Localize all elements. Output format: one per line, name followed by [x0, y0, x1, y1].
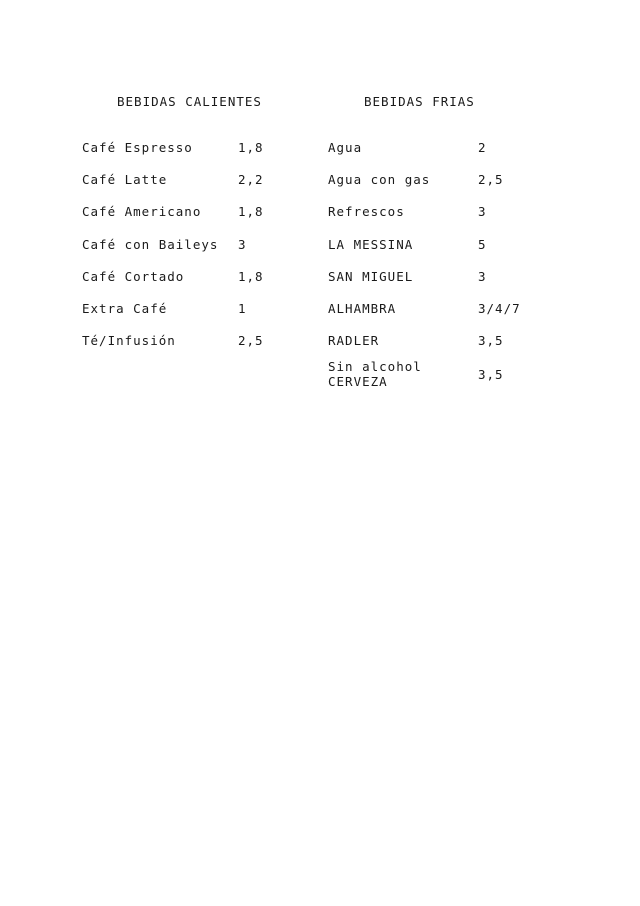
- item-name: Agua con gas: [328, 171, 431, 187]
- menu-item: [328, 131, 521, 163]
- item-name: LA MESSINA: [328, 236, 414, 252]
- item-name: Extra Café: [82, 301, 168, 317]
- hot-drinks-heading: BEBIDAS CALIENTES: [117, 94, 262, 109]
- menu-item: [82, 260, 264, 292]
- menu-item: [328, 228, 521, 260]
- item-name: Refrescos: [328, 204, 405, 220]
- item-price: 3/4/7: [478, 301, 521, 317]
- menu-item: [328, 163, 521, 195]
- menu-item: [328, 325, 521, 357]
- item-name: ALHAMBRA: [328, 301, 397, 317]
- item-price: 2,5: [238, 333, 264, 349]
- item-name: Sin alcohol CERVEZA: [328, 359, 422, 390]
- item-name: Café Espresso: [82, 139, 193, 155]
- item-price: 2,2: [238, 171, 264, 187]
- item-price: 5: [478, 236, 487, 252]
- item-name: Café Latte: [82, 171, 168, 187]
- item-price: 3: [478, 204, 487, 220]
- item-price: 1: [238, 301, 247, 317]
- menu-item: [82, 325, 264, 357]
- item-name: Café Cortado: [82, 268, 185, 284]
- cold-drinks-list: [328, 131, 521, 389]
- item-name: SAN MIGUEL: [328, 268, 414, 284]
- item-price: 1,8: [238, 268, 264, 284]
- cold-drinks-heading: BEBIDAS FRIAS: [364, 94, 475, 109]
- menu-item: [82, 163, 264, 195]
- menu-item: [328, 292, 521, 324]
- item-price: 3: [238, 236, 247, 252]
- item-name: Café con Baileys: [82, 236, 219, 252]
- menu-item: [328, 196, 521, 228]
- item-name: Té/Infusión: [82, 333, 176, 349]
- menu-item: [82, 228, 264, 260]
- menu-item: [82, 131, 264, 163]
- menu-item: [328, 359, 521, 389]
- item-price: 1,8: [238, 139, 264, 155]
- item-name: Café Americano: [82, 204, 202, 220]
- hot-drinks-list: [82, 131, 264, 357]
- item-price: 1,8: [238, 204, 264, 220]
- item-name: Agua: [328, 139, 363, 155]
- item-price: 2,5: [478, 171, 504, 187]
- menu-item: [82, 196, 264, 228]
- item-price: 3: [478, 268, 487, 284]
- item-price: 3,5: [478, 333, 504, 349]
- menu-item: [82, 292, 264, 324]
- menu-item: [328, 260, 521, 292]
- item-name: RADLER: [328, 333, 380, 349]
- item-price: 2: [478, 139, 487, 155]
- item-price: 3,5: [478, 366, 504, 382]
